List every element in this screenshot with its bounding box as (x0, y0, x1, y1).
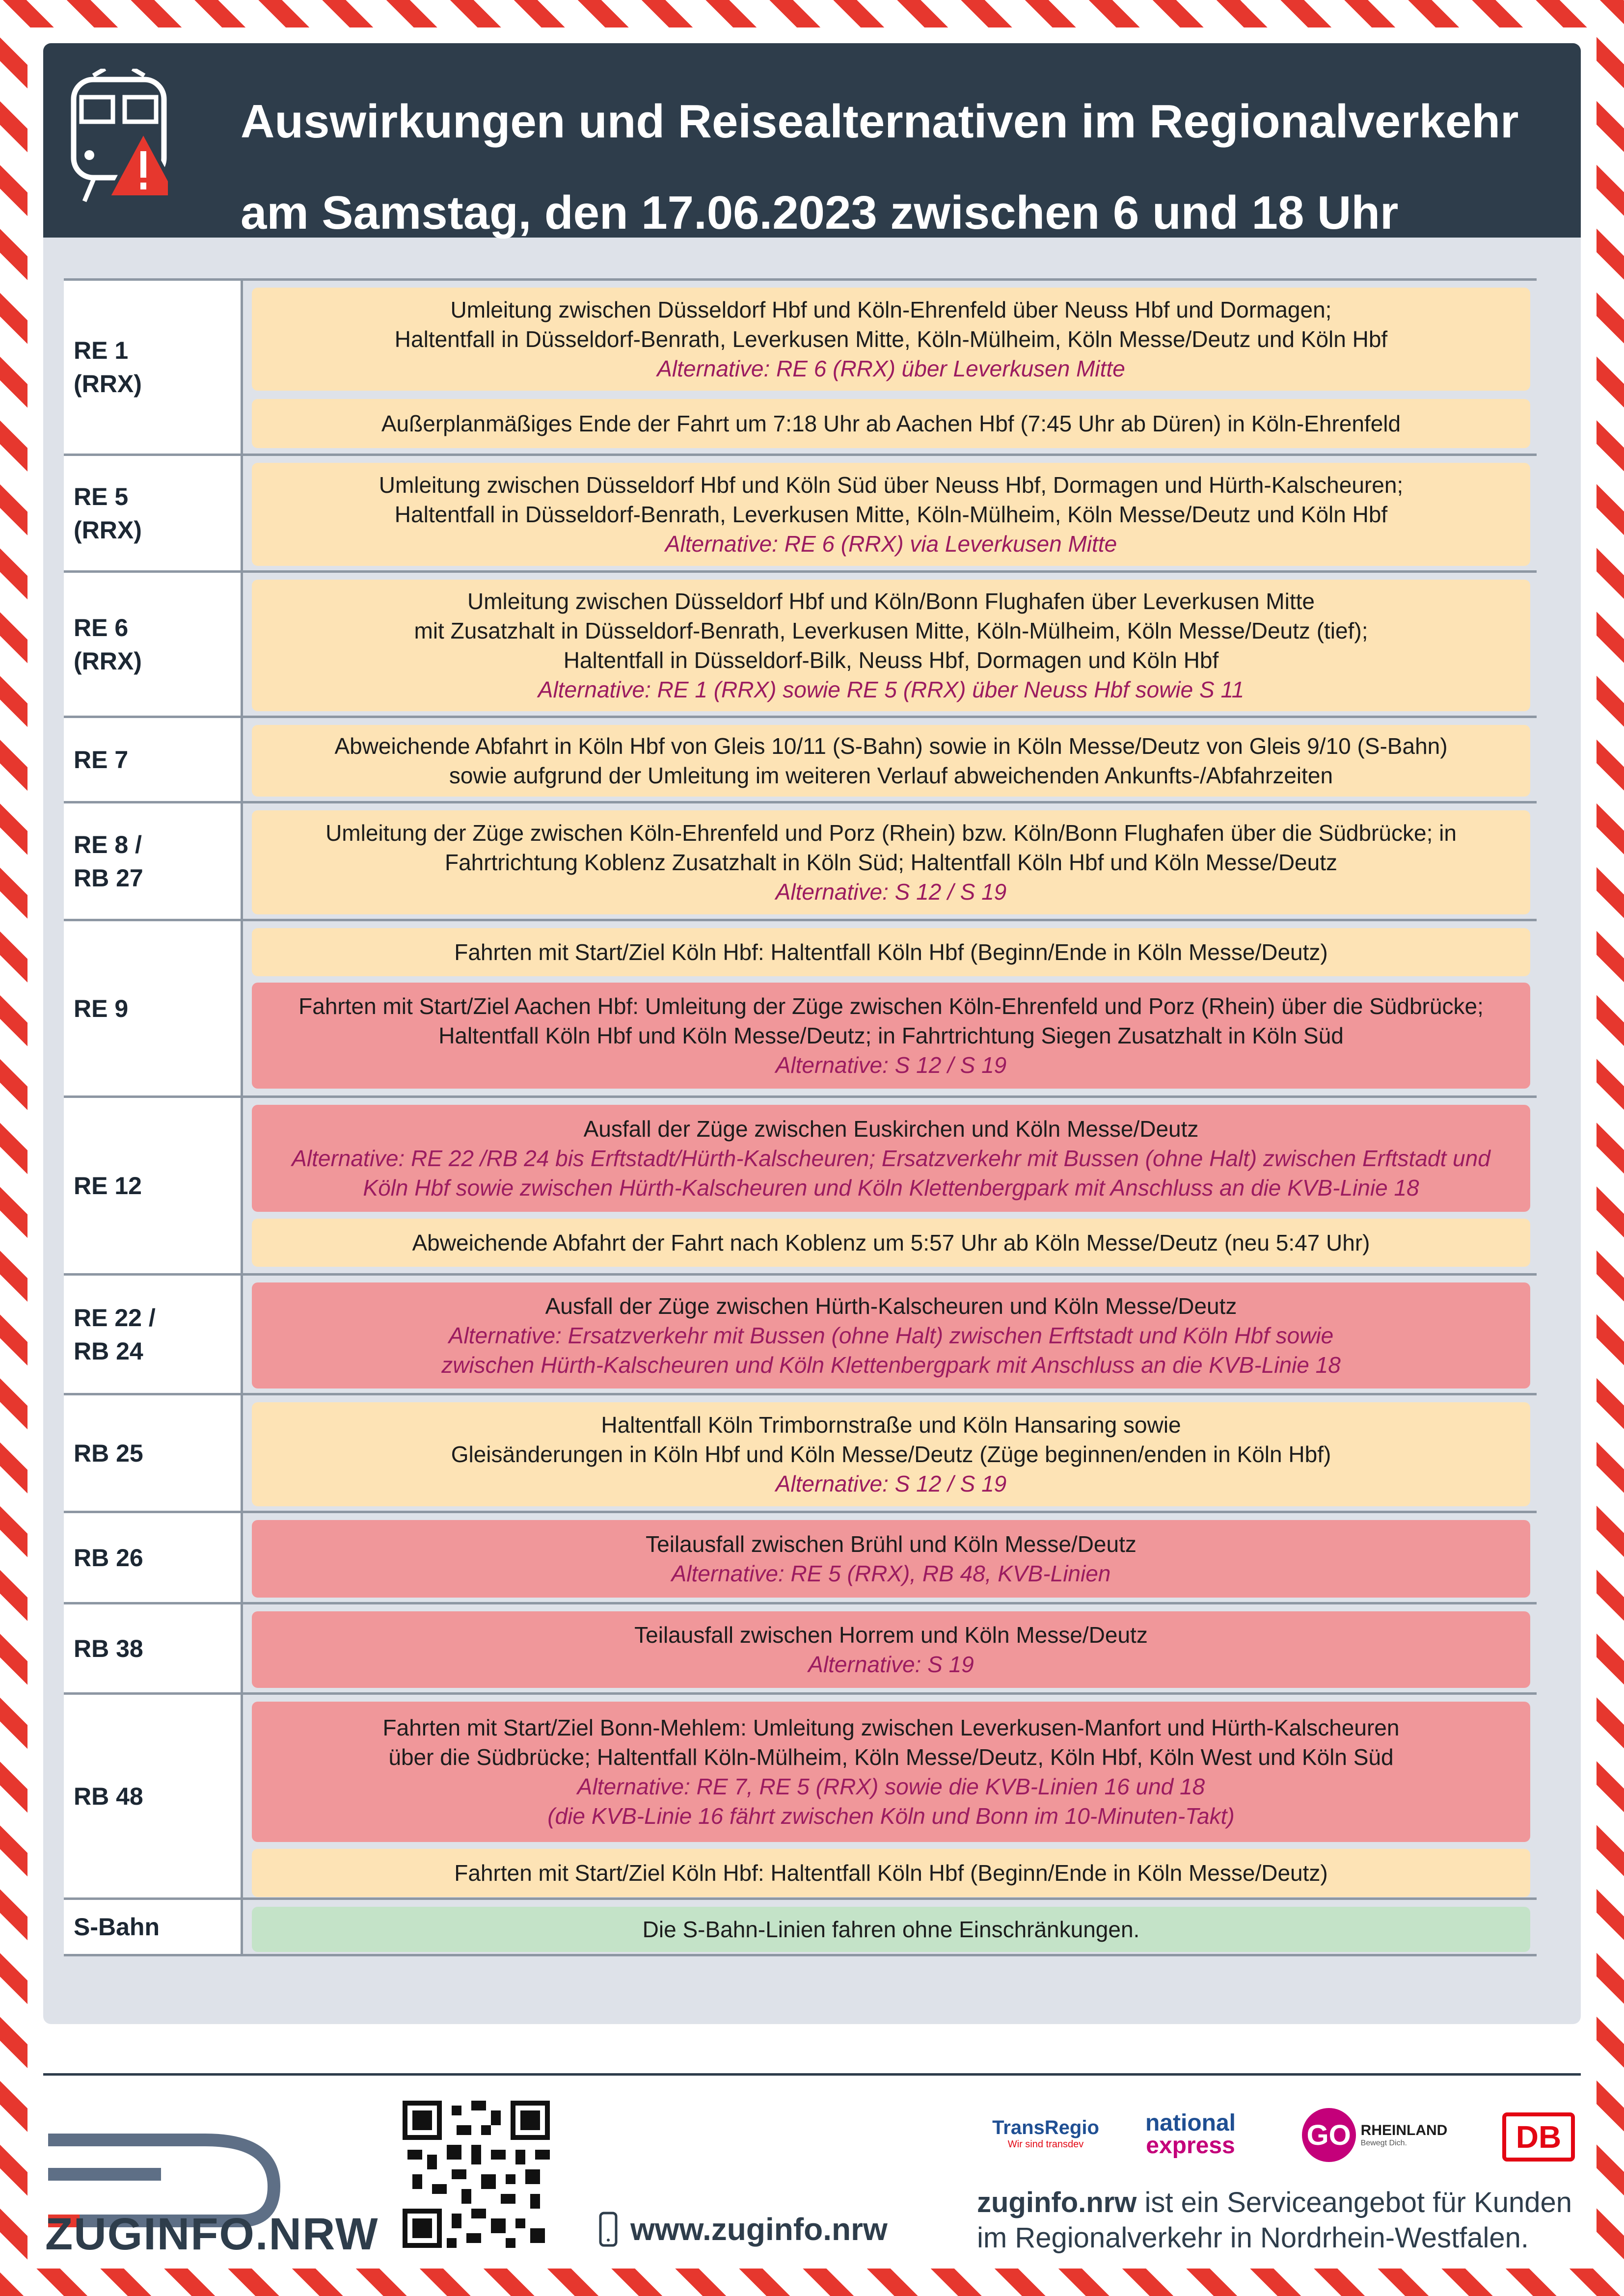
notice-text: über die Südbrücke; Haltentfall Köln-Mülheim, Köln Messe/Deutz, Köln Hbf, Köln West und Köln Süd (388, 1744, 1394, 1770)
notice-text: Haltentfall in Düsseldorf-Benrath, Leverkusen Mitte, Köln-Mülheim, Köln Messe/Deutz und Köln Hbf (394, 502, 1388, 527)
national-express-logo (1134, 2108, 1247, 2162)
line-label (64, 803, 241, 919)
tagline-line-1 (977, 2185, 1581, 2220)
alternative-text: Alternative: RE 6 (RRX) über Leverkusen Mitte (657, 356, 1125, 381)
line-label-text: (RRX) (74, 370, 142, 398)
row-content (241, 1395, 1537, 1511)
line-label-text: RE 6 (74, 614, 129, 641)
notice-text: Fahrten mit Start/Ziel Aachen Hbf: Umleitung der Züge zwischen Köln-Ehrenfeld und Porz (Rhein) über die Südbrücke; (298, 993, 1484, 1019)
notice-box-yellow (252, 1219, 1530, 1267)
partner-logos (987, 2101, 1581, 2169)
alternative-text: Köln Hbf sowie zwischen Hürth-Kalscheuren und Köln Klettenbergpark mit Anschluss an die KVB-Linie 18 (363, 1175, 1419, 1201)
line-label-text: RE 12 (74, 1172, 142, 1200)
notice-text: Umleitung zwischen Düsseldorf Hbf und Köln/Bonn Flughafen über Leverkusen Mitte (467, 588, 1315, 614)
notice-box-red (252, 1702, 1530, 1842)
line-label-text: S-Bahn (74, 1913, 160, 1941)
alternative-text: (die KVB-Linie 16 fährt zwischen Köln und Bonn im 10-Minuten-Takt) (547, 1803, 1235, 1829)
alternative-text: Alternative: RE 6 (RRX) via Leverkusen Mitte (665, 531, 1117, 557)
table-row (64, 278, 1537, 454)
rheinland-name: RHEINLAND (1360, 2122, 1448, 2138)
website-link[interactable] (599, 2211, 888, 2247)
line-label-text: RB 25 (74, 1439, 143, 1467)
notice-text: Umleitung zwischen Düsseldorf Hbf und Köln-Ehrenfeld über Neuss Hbf und Dormagen; (450, 297, 1332, 322)
page-title (241, 74, 1566, 256)
notice-box-yellow (252, 463, 1530, 566)
row-content (241, 1900, 1537, 1954)
notice-text: Teilausfall zwischen Horrem und Köln Messe/Deutz (634, 1622, 1148, 1648)
alternative-text: Alternative: RE 7, RE 5 (RRX) sowie die KVB-Linien 16 und 18 (577, 1774, 1205, 1799)
go-rheinland-logo (1286, 2106, 1463, 2164)
table-row (64, 1692, 1537, 1897)
rheinland-slogan: Bewegt Dich. (1360, 2139, 1407, 2147)
line-label (64, 1604, 241, 1692)
row-content (241, 921, 1537, 1095)
row-content (241, 281, 1537, 454)
notice-text: Außerplanmäßiges Ende der Fahrt um 7:18 Uhr ab Aachen Hbf (7:45 Uhr ab Düren) in Köln-Ehrenfeld (381, 411, 1401, 436)
notice-text: Abweichende Abfahrt der Fahrt nach Koblenz um 5:57 Uhr ab Köln Messe/Deutz (neu 5:47 Uhr) (412, 1230, 1370, 1255)
footer-divider (43, 2073, 1581, 2076)
row-content (241, 573, 1537, 716)
line-label-text: RB 24 (74, 1337, 143, 1365)
row-content (241, 1098, 1537, 1273)
line-label (64, 1098, 241, 1273)
line-label (64, 573, 241, 716)
row-content (241, 456, 1537, 570)
row-content (241, 1604, 1537, 1692)
line-label-text: RB 38 (74, 1634, 143, 1662)
notice-text: sowie aufgrund der Umleitung im weiteren Verlauf abweichenden Ankunfts-/Abfahrzeiten (449, 763, 1333, 788)
notice-box-yellow (252, 725, 1530, 797)
table-row (64, 1897, 1537, 1956)
train-warning-icon (70, 69, 168, 206)
table-row (64, 454, 1537, 570)
table-row (64, 1602, 1537, 1692)
title-line-2: am Samstag, den 17.06.2023 zwischen 6 und 18 Uhr (241, 187, 1399, 239)
alternative-text: Alternative: S 12 / S 19 (775, 1052, 1007, 1078)
notice-box-red (252, 1611, 1530, 1688)
notice-box-red (252, 1105, 1530, 1212)
notice-box-yellow (252, 399, 1530, 448)
row-content (241, 803, 1537, 919)
notice-box-red (252, 983, 1530, 1089)
line-label (64, 456, 241, 570)
row-content (241, 718, 1537, 801)
line-label-text: (RRX) (74, 647, 142, 675)
alternative-text: Alternative: RE 1 (RRX) sowie RE 5 (RRX) über Neuss Hbf sowie S 11 (538, 677, 1245, 702)
line-label (64, 281, 241, 454)
notice-text: Ausfall der Züge zwischen Euskirchen und Köln Messe/Deutz (583, 1116, 1199, 1142)
line-label-text: RE 1 (74, 337, 129, 364)
alternative-text: Alternative: S 19 (808, 1652, 974, 1677)
alternative-text: Alternative: RE 22 /RB 24 bis Erftstadt/Hürth-Kalscheuren; Ersatzverkehr mit Bussen (ohne Halt) zwischen Erftstadt und (292, 1146, 1490, 1171)
line-label-text: RE 8 / (74, 830, 142, 858)
line-label (64, 921, 241, 1095)
notice-box-yellow (252, 580, 1530, 711)
table-row (64, 1511, 1537, 1602)
table-row (64, 1095, 1537, 1273)
national-express-word-2: express (1146, 2133, 1235, 2159)
service-tagline (977, 2185, 1581, 2256)
title-line-1: Auswirkungen und Reisealternativen im Regionalverkehr (241, 95, 1519, 148)
table-row (64, 1273, 1537, 1393)
table-row (64, 801, 1537, 919)
tagline-brand: zuginfo.nrw (977, 2187, 1137, 2218)
notice-text: Haltentfall Köln Hbf und Köln Messe/Deutz; in Fahrtrichtung Siegen Zusatzhalt in Köln Süd (438, 1023, 1344, 1048)
notice-box-red (252, 1520, 1530, 1598)
line-label (64, 1900, 241, 1954)
notice-box-yellow (252, 928, 1530, 976)
line-label-text: RE 5 (74, 482, 129, 510)
row-content (241, 1513, 1537, 1602)
table-row (64, 919, 1537, 1095)
line-label (64, 1276, 241, 1393)
website-url[interactable]: www.zuginfo.nrw (630, 2212, 888, 2247)
notice-text: Fahrten mit Start/Ziel Köln Hbf: Haltentfall Köln Hbf (Beginn/Ende in Köln Messe/Deutz) (454, 939, 1328, 965)
tagline-line-2: im Regionalverkehr in Nordrhein-Westfalen. (977, 2222, 1529, 2254)
line-label-text: (RRX) (74, 516, 142, 544)
go-rheinland-text (1361, 2122, 1448, 2148)
transregio-name: TransRegio (992, 2117, 1099, 2138)
smartphone-icon (599, 2212, 618, 2247)
line-label (64, 1395, 241, 1511)
notice-text: Fahrten mit Start/Ziel Köln Hbf: Haltentfall Köln Hbf (Beginn/Ende in Köln Messe/Deutz) (454, 1860, 1328, 1886)
notice-text: Fahrtrichtung Koblenz Zusatzhalt in Köln Süd; Haltentfall Köln Hbf und Köln Messe/Deutz (445, 850, 1337, 875)
table-row (64, 1393, 1537, 1511)
line-label-text: RE 9 (74, 994, 129, 1022)
notice-text: Umleitung zwischen Düsseldorf Hbf und Köln Süd über Neuss Hbf, Dormagen und Hürth-Kalscheuren; (379, 472, 1404, 498)
notice-text: Teilausfall zwischen Brühl und Köln Messe/Deutz (646, 1531, 1137, 1557)
notice-text: Fahrten mit Start/Ziel Bonn-Mehlem: Umleitung zwischen Leverkusen-Manfort und Hürth-Kalscheuren (382, 1715, 1400, 1740)
alternative-text: Alternative: RE 5 (RRX), RB 48, KVB-Linien (671, 1561, 1111, 1586)
tagline-rest: ist ein Serviceangebot für Kunden (1137, 2187, 1572, 2218)
line-label (64, 718, 241, 801)
national-express-word-1: national (1145, 2110, 1236, 2136)
notice-text: Haltentfall in Düsseldorf-Bilk, Neuss Hbf, Dormagen und Köln Hbf (563, 647, 1219, 673)
row-content (241, 1276, 1537, 1393)
alternative-text: Alternative: Ersatzverkehr mit Bussen (ohne Halt) zwischen Erftstadt und Köln Hbf sowie (448, 1323, 1334, 1348)
notice-box-green (252, 1907, 1530, 1952)
db-logo: DB (1502, 2112, 1575, 2162)
notice-text: Die S-Bahn-Linien fahren ohne Einschränkungen. (642, 1917, 1140, 1942)
transregio-logo (987, 2107, 1105, 2161)
transregio-subtitle: Wir sind transdev (1007, 2139, 1084, 2150)
qr-code[interactable] (403, 2101, 550, 2248)
notice-text: Haltentfall Köln Trimbornstraße und Köln Hansaring sowie (601, 1412, 1181, 1438)
notice-text: Umleitung der Züge zwischen Köln-Ehrenfeld und Porz (Rhein) bzw. Köln/Bonn Flughafen über die Südbrücke; in (325, 820, 1457, 846)
alternative-text: zwischen Hürth-Kalscheuren und Köln Klettenbergpark mit Anschluss an die KVB-Linie 18 (441, 1352, 1341, 1378)
notice-text: Ausfall der Züge zwischen Hürth-Kalscheuren und Köln Messe/Deutz (545, 1293, 1237, 1319)
notice-text: mit Zusatzhalt in Düsseldorf-Benrath, Leverkusen Mitte, Köln-Mülheim, Köln Messe/Deutz (tief); (414, 618, 1368, 643)
line-label (64, 1513, 241, 1602)
notice-box-yellow (252, 810, 1530, 914)
table-row (64, 716, 1537, 801)
line-label-text: RB 27 (74, 864, 143, 892)
line-label-text: RB 48 (74, 1782, 143, 1810)
row-content (241, 1695, 1537, 1897)
line-label (64, 1695, 241, 1897)
line-label-text: RB 26 (74, 1544, 143, 1572)
line-label-text: RE 22 / (74, 1304, 156, 1332)
zuginfo-logo-text: ZUGINFO.NRW (45, 2209, 379, 2259)
go-badge: GO (1302, 2108, 1356, 2162)
notice-text: Abweichende Abfahrt in Köln Hbf von Gleis 10/11 (S-Bahn) sowie in Köln Messe/Deutz von Gleis 9/10 (S-Bahn) (334, 733, 1448, 759)
table-row (64, 570, 1537, 716)
line-label-text: RE 7 (74, 746, 129, 774)
notice-text: Haltentfall in Düsseldorf-Benrath, Leverkusen Mitte, Köln-Mülheim, Köln Messe/Deutz und Köln Hbf (394, 326, 1388, 352)
notice-box-yellow (252, 288, 1530, 391)
notice-box-red (252, 1282, 1530, 1388)
notice-box-yellow (252, 1402, 1530, 1506)
alternative-text: Alternative: S 12 / S 19 (775, 1471, 1007, 1496)
notice-text: Gleisänderungen in Köln Hbf und Köln Messe/Deutz (Züge beginnen/enden in Köln Hbf) (451, 1442, 1331, 1467)
notice-box-yellow (252, 1849, 1530, 1897)
alternative-text: Alternative: S 12 / S 19 (775, 879, 1007, 905)
